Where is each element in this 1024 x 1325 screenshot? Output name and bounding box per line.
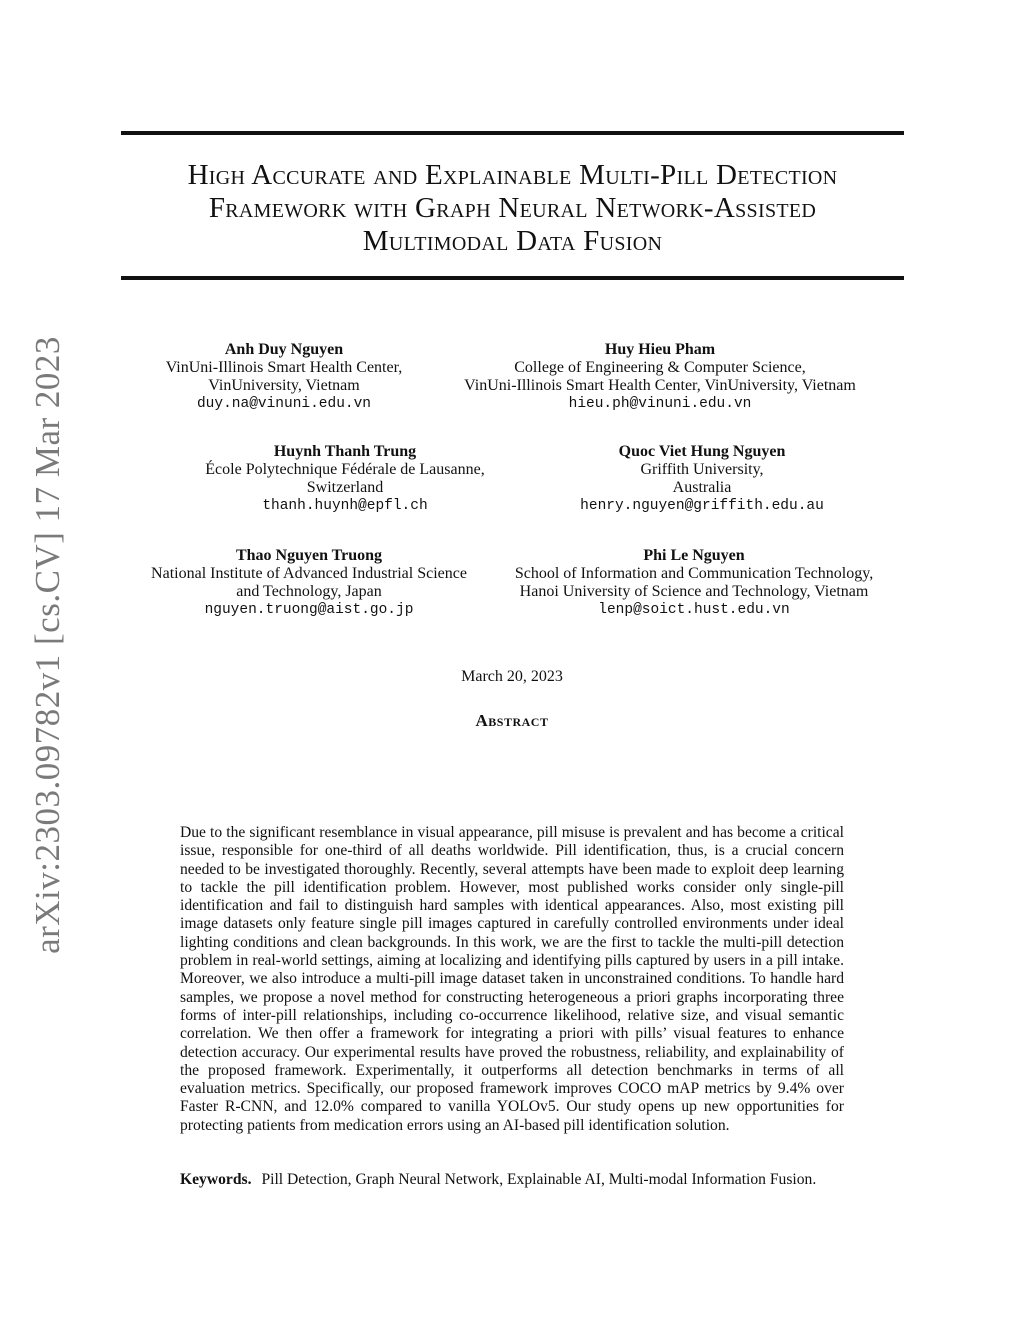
author-name: Thao Nguyen Truong bbox=[235, 547, 383, 564]
author-email: lenp@soict.hust.edu.vn bbox=[598, 602, 790, 618]
author-affiliation: Australia bbox=[672, 479, 732, 496]
author-email: duy.na@vinuni.edu.vn bbox=[196, 396, 372, 412]
author-affiliation: Griffith University, bbox=[640, 461, 764, 478]
author-affiliation: School of Information and Communication Technology, bbox=[514, 565, 874, 582]
author-email: thanh.huynh@epfl.ch bbox=[262, 498, 428, 514]
author-block-1 bbox=[134, 341, 434, 413]
author-name: Huy Hieu Pham bbox=[604, 341, 716, 358]
author-email: hieu.ph@vinuni.edu.vn bbox=[568, 396, 752, 412]
author-affiliation: Hanoi University of Science and Technology, Vietnam bbox=[519, 583, 869, 600]
author-block-6 bbox=[489, 547, 899, 619]
author-block-3 bbox=[180, 443, 510, 515]
author-name: Anh Duy Nguyen bbox=[224, 341, 344, 358]
arxiv-identifier-stamp: arXiv:2303.09782v1 [cs.CV] 17 Mar 2023 bbox=[28, 336, 67, 954]
author-name: Quoc Viet Hung Nguyen bbox=[618, 443, 786, 460]
title-line-1: High Accurate and Explainable Multi-Pill Detection bbox=[187, 159, 838, 191]
author-affiliation: École Polytechnique Fédérale de Lausanne, bbox=[205, 461, 485, 478]
title-bottom-rule bbox=[121, 276, 904, 280]
title-top-rule bbox=[121, 131, 904, 135]
publication-date: March 20, 2023 bbox=[461, 668, 563, 685]
paper-title bbox=[121, 159, 904, 258]
author-block-4 bbox=[552, 443, 852, 515]
author-affiliation: Switzerland bbox=[306, 479, 384, 496]
title-line-2: Framework with Graph Neural Network-Assisted bbox=[208, 192, 817, 224]
abstract-body: Due to the significant resemblance in visual appearance, pill misuse is prevalent and has become a critical issue, responsible for one-third of all deaths worldwide. Pill identification, thus, is a crucial concern needed to be investigated thoroughly. Recently, several attempts have been made to exploit deep learning to tackle the pill identification problem. However, most published works consider only single-pill identification and fail to distinguish hard samples with identical appearances. Also, most existing pill image datasets only feature single pill images captured in carefully controlled environments under ideal lighting conditions and clean backgrounds. In this work, we are the first to tackle the multi-pill detection problem in real-world settings, aiming at localizing and identifying pills captured by users in a pill intake. Moreover, we also introduce a multi-pill image dataset taken in unconstrained conditions. To handle hard samples, we propose a novel method for constructing heterogeneous a priori graphs incorporating three forms of inter-pill relationships, including co-occurrence likelihood, relative size, and visual semantic correlation. We then offer a framework for integrating a priori with pills’ visual features to enhance detection accuracy. Our experimental results have proved the robustness, reliability, and explainability of the proposed framework. Experimentally, it outperforms all detection benchmarks in terms of all evaluation metrics. Specifically, our proposed framework improves COCO mAP metrics by 9.4% over Faster R-CNN, and 12.0% compared to vanilla YOLOv5. Our study opens up new opportunities for protecting patients from medication errors using an AI-based pill identification solution. bbox=[180, 824, 844, 1134]
title-line-3: Multimodal Data Fusion bbox=[362, 225, 663, 257]
author-affiliation: VinUni-Illinois Smart Health Center, VinUniversity, Vietnam bbox=[464, 377, 856, 394]
abstract-heading: Abstract bbox=[475, 711, 549, 730]
author-name: Phi Le Nguyen bbox=[643, 547, 745, 564]
keywords bbox=[180, 1171, 844, 1189]
author-affiliation: College of Engineering & Computer Science, bbox=[514, 359, 806, 376]
author-affiliation: VinUni-Illinois Smart Health Center, bbox=[165, 359, 403, 376]
author-affiliation: VinUniversity, Vietnam bbox=[208, 377, 360, 394]
author-block-2 bbox=[430, 341, 890, 413]
author-affiliation: and Technology, Japan bbox=[236, 583, 382, 600]
author-email: henry.nguyen@griffith.edu.au bbox=[580, 498, 824, 514]
author-affiliation: National Institute of Advanced Industrial Science bbox=[151, 565, 467, 582]
keywords-label: Keywords. bbox=[180, 1171, 252, 1188]
keywords-list: Pill Detection, Graph Neural Network, Explainable AI, Multi-modal Information Fusion. bbox=[261, 1171, 817, 1188]
author-email: nguyen.truong@aist.go.jp bbox=[204, 602, 414, 618]
author-block-5 bbox=[124, 547, 494, 619]
author-name: Huynh Thanh Trung bbox=[273, 443, 417, 460]
